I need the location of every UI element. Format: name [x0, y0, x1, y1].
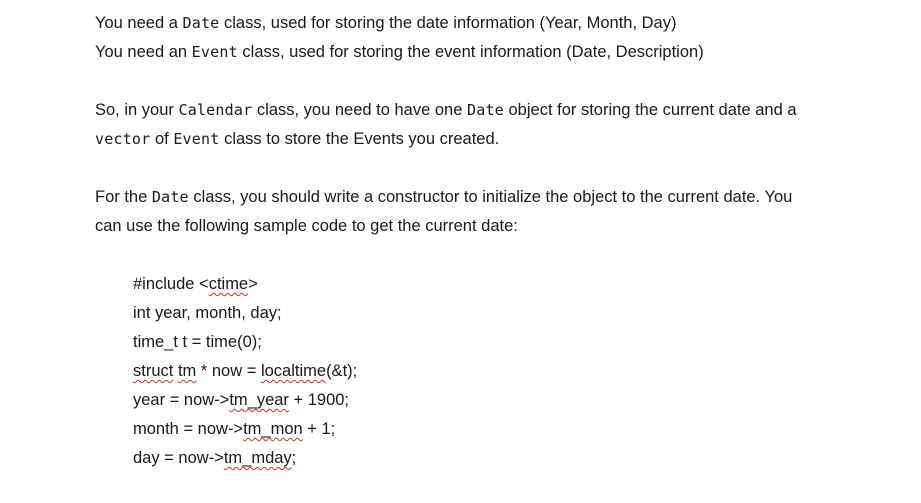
- text-run: You need an: [95, 43, 192, 61]
- code-text: time_t t = time(0);: [133, 333, 262, 351]
- spellcheck-word: localtime: [260, 362, 327, 380]
- code-term-vector: vector: [95, 130, 151, 148]
- code-line-include: [133, 270, 895, 299]
- text-run: You need a: [95, 14, 183, 32]
- code-line-day: [133, 444, 895, 473]
- code-term-event: Event: [191, 43, 238, 61]
- code-term-calendar: Calendar: [178, 101, 253, 119]
- text-run: For the: [95, 188, 152, 206]
- text-run: class, used for storing the date information (Year, Month, Day): [219, 14, 677, 32]
- paragraph-date-constructor: [95, 183, 895, 241]
- spellcheck-word: tm_mon: [243, 420, 303, 438]
- code-text: year = now->: [133, 391, 230, 409]
- text-run: class, you need to have one: [252, 101, 467, 119]
- code-term-date: Date: [466, 101, 504, 119]
- code-text: + 1900;: [288, 391, 350, 409]
- text-run: object for storing the current date and a: [503, 101, 797, 119]
- code-term-date: Date: [182, 14, 220, 32]
- spellcheck-word: ctime: [208, 275, 249, 293]
- text-line: [95, 38, 895, 67]
- code-text: ;: [291, 449, 297, 467]
- code-text: int year, month, day;: [133, 304, 282, 322]
- paragraph-calendar-class: [95, 96, 895, 154]
- paragraph-spacer: [95, 154, 895, 183]
- text-line: [95, 183, 895, 212]
- text-run: So, in your: [95, 101, 179, 119]
- code-text: >: [248, 275, 258, 293]
- code-line-localtime: [133, 357, 895, 386]
- spellcheck-word: tm_year: [229, 391, 289, 409]
- code-text: #include <: [133, 275, 209, 293]
- code-text: day = now->: [133, 449, 224, 467]
- code-line-month: [133, 415, 895, 444]
- spellcheck-word: tm_mday: [223, 449, 292, 467]
- code-term-event: Event: [173, 130, 220, 148]
- code-term-date: Date: [151, 188, 189, 206]
- paragraph-spacer: [95, 67, 895, 96]
- code-line-time: [133, 328, 895, 357]
- text-line: [95, 212, 895, 241]
- text-run: of: [150, 130, 174, 148]
- paragraph-spacer: [95, 241, 895, 270]
- code-text: * now =: [196, 362, 261, 380]
- paragraph-classes-needed: [95, 9, 895, 67]
- sample-code-block: [133, 270, 895, 473]
- spellcheck-word: tm: [177, 362, 197, 380]
- code-line-year: [133, 386, 895, 415]
- code-text: month = now->: [133, 420, 244, 438]
- document-body: [95, 9, 895, 473]
- text-run: can use the following sample code to get the current date:: [95, 217, 518, 235]
- text-line: [95, 96, 895, 125]
- text-line: [95, 125, 895, 154]
- code-text: (&t);: [326, 362, 358, 380]
- text-run: class, you should write a constructor to initialize the object to the current date. You: [188, 188, 793, 206]
- text-line: [95, 9, 895, 38]
- code-text: + 1;: [302, 420, 336, 438]
- text-run: class, used for storing the event information (Date, Description): [237, 43, 704, 61]
- spellcheck-word: struct: [133, 362, 174, 380]
- code-line-declare: [133, 299, 895, 328]
- text-run: class to store the Events you created.: [219, 130, 500, 148]
